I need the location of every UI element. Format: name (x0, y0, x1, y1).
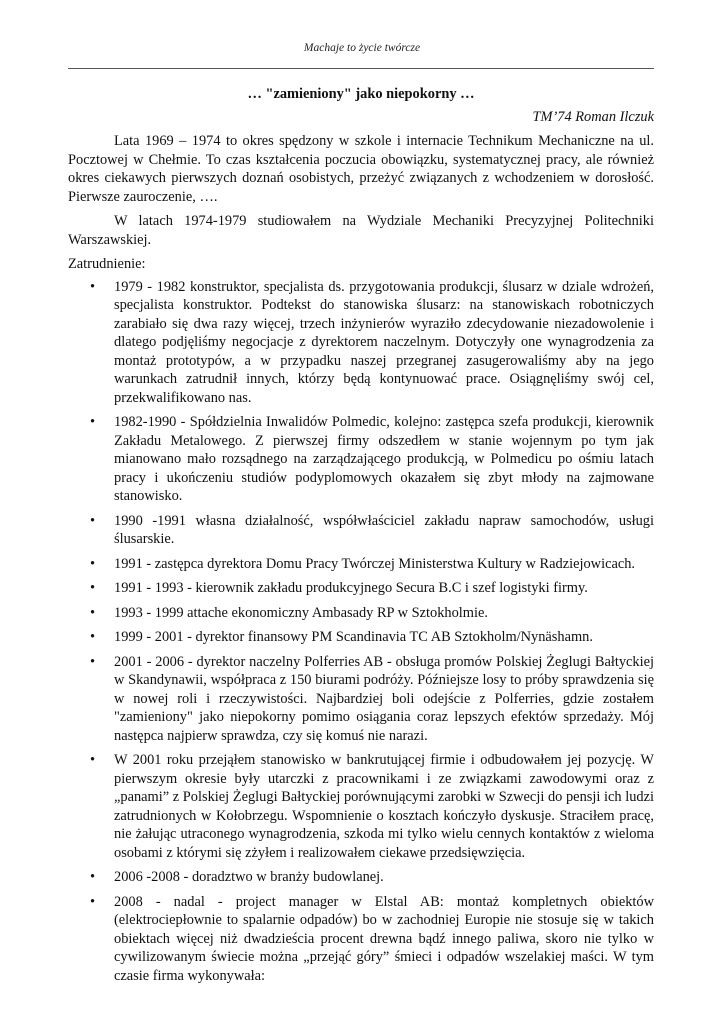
bullet-icon: • (90, 555, 96, 572)
bullet-icon: • (90, 653, 96, 670)
list-item (68, 604, 654, 623)
employment-label: Zatrudnienie: (68, 256, 146, 272)
list-item (68, 868, 654, 887)
list-item (68, 278, 654, 408)
intro-paragraph: Lata 1969 – 1974 to okres spędzony w szkole i internacie Technikum Mechaniczne na ul. Pocztowej w Chełmie. To czas kształcenia poczucia obowiązku, systematycznej pracy, ale również okres ciekawych pierwszych doznań osobistych, przeżyć związanych z wchodzeniem w dorosłość. Pierwsze zauroczenie, …. (68, 133, 654, 205)
list-item (68, 413, 654, 506)
list-item-text: 2008 - nadal - project manager w Elstal AB: montaż kompletnych obiektów (elektrociepłownie to spalarnie odpadów) bo w zachodniej Europie nie stosuje się w takich obiektach więcej niż dwadzieścia procent drewna bądź innego paliwa, skoro nie tylko w cywilizowanym świecie można „przejąć góry” śmieci i odpadów wszelakiej maści. W tym czasie firma wykonywała: (114, 893, 654, 984)
list-item-text: 2001 - 2006 - dyrektor naczelny Polferries AB - obsługa promów Polskiej Żeglugi Bałtyckiej w Skandynawii, współpraca z 150 biurami podróży. Późniejsze losy to próby sprawdzenia się w nowej roli i rzeczywistości. Najbardziej boli odejście z Polferries, gdzie zostałem "zamieniony" jako niepokorny pomimo osiągania coraz lepszych efektów sprzedaży. Mój następca najpierw sprawdza, czy się komuś nie narazi. (114, 653, 654, 744)
list-item (68, 751, 654, 862)
list-item (68, 628, 654, 647)
list-item (68, 653, 654, 746)
bullet-icon: • (90, 512, 96, 529)
list-item-text: 1993 - 1999 attache ekonomiczny Ambasady RP w Sztokholmie. (114, 604, 488, 621)
employment-list (68, 278, 654, 986)
list-item-text: 1982-1990 - Spółdzielnia Inwalidów Polmedic, kolejno: zastępca szefa produkcji, kierownik Zakładu Metalowego. Z pierwszej firmy odszedłem w stanie wojennym po tym jak mianowano mało rozsądnego na zarządzającego produkcją, w Polmedicu po ośmiu latach pracy i ukończeniu studiów podyplomowych okazałem się zbyt młody na zajmowane stanowisko. (114, 414, 654, 504)
article-author: TM’74 Roman Ilczuk (532, 108, 654, 125)
article-body (68, 85, 654, 991)
bullet-icon: • (90, 752, 96, 768)
studies-paragraph: W latach 1974-1979 studiowałem na Wydziale Mechaniki Precyzyjnej Politechniki Warszawskiej. (68, 213, 654, 248)
bullet-icon: • (90, 414, 96, 430)
bullet-icon: • (90, 869, 96, 885)
header-divider (68, 68, 654, 69)
bullet-icon: • (90, 278, 96, 295)
list-item-text: 1979 - 1982 konstruktor, specjalista ds. przygotowania produkcji, ślusarz w dziale wdrożeń, specjalista konstruktor. Podtekst do stanowiska ślusarz: na stanowiskach robotniczych zarabiało się dwa razy więcej, trzech inżynierów wyraziło zdecydowanie niezadowolenie i dlatego podjęliśmy negocjacje z dyrektorem naczelnym. Dotyczyły one wynagrodzenia za montaż prototypów, a w przypadku naszej przegranej zasugerowaliśmy aby na jego warunkach zatrudnił innych, którzy będą kontynuować prace. Osiągnęliśmy swój cel, przekwalifikowano nas. (114, 278, 654, 406)
bullet-icon: • (90, 629, 96, 645)
list-item-text: 1990 -1991 własna działalność, współwłaściciel zakładu napraw samochodów, usługi ślusarskie. (114, 512, 654, 547)
bullet-icon: • (90, 580, 96, 596)
article-title: … "zamieniony" jako niepokorny … (247, 86, 475, 102)
list-item-text: 1999 - 2001 - dyrektor finansowy PM Scandinavia TC AB Sztokholm/Nynäshamn. (114, 629, 593, 645)
list-item (68, 893, 654, 986)
bullet-icon: • (90, 604, 96, 621)
list-item (68, 555, 654, 574)
list-item (68, 579, 654, 598)
list-item-text: 1991 - zastępca dyrektora Domu Pracy Twórczej Ministerstwa Kultury w Radziejowicach. (114, 555, 636, 572)
list-item (68, 512, 654, 549)
bullet-icon: • (90, 893, 96, 910)
list-item-text: 2006 -2008 - doradztwo w branży budowlanej. (114, 869, 384, 885)
list-item-text: 1991 - 1993 - kierownik zakładu produkcyjnego Secura B.C i szef logistyki firmy. (114, 580, 588, 596)
running-header: Machaje to życie twórcze (303, 42, 421, 54)
list-item-text: W 2001 roku przejąłem stanowisko w bankrutującej firmie i odbudowałem jej pozycję. W pierwszym okresie były utarczki z pracownikami i ze związkami zawodowymi oraz z „panami” z Polskiej Żeglugi Bałtyckiej porównującymi zarobki w Szwecji do pensji ich ludzi zatrudnionych w Kołobrzegu. Wspomnienie o kosztach kończyło dyskusje. Straciłem pracę, nie żałując utraconego wynagrodzenia, szkoda mi tylko wielu cennych kontaktów z wieloma osobami z którymi się zżyłem i realizowałem ciekawe przedsięwzięcia. (114, 752, 654, 861)
